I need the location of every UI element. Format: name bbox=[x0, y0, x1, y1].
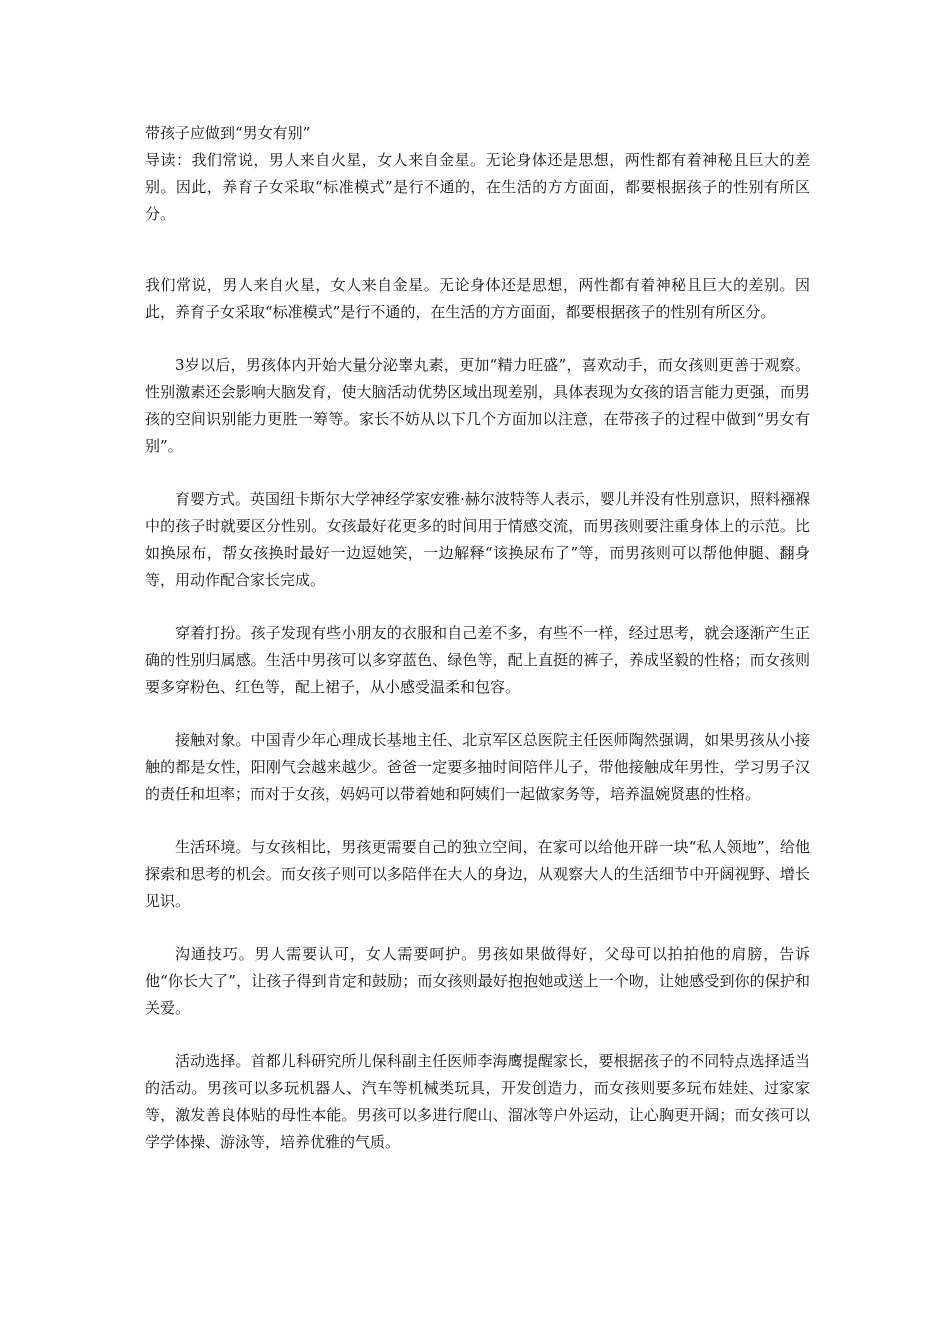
body-paragraph-2: 3岁以后，男孩体内开始大量分泌睾丸素，更加“精力旺盛”，喜欢动手，而女孩则更善于观察。性别激素还会影响大脑发育，使大脑活动优势区域出现差别，具体表现为女孩的语言能力更强，而男孩的空间识别能力更胜一筹等。家长不妨从以下几个方面加以注意，在带孩子的过程中做到“男女有别”。 bbox=[145, 356, 810, 455]
document-title: 带孩子应做到“男女有别” bbox=[145, 124, 311, 142]
body-paragraph-7: 沟通技巧。男人需要认可，女人需要呵护。男孩如果做得好，父母可以拍拍他的肩膀，告诉他“你长大了”，让孩子得到肯定和鼓励；而女孩则最好抱抱她或送上一个吻，让她感受到你的保护和关爱。 bbox=[145, 945, 810, 1017]
document-page bbox=[145, 120, 810, 1156]
body-paragraph-6: 生活环境。与女孩相比，男孩更需要自己的独立空间，在家可以给他开辟一块“私人领地”，给他探索和思考的机会。而女孩子则可以多陪伴在大人的身边，从观察大人的生活细节中开阔视野、增长见识。 bbox=[145, 838, 810, 910]
body-paragraph-8: 活动选择。首都儿科研究所儿保科副主任医师李海鹰提醒家长，要根据孩子的不同特点选择适当的活动。男孩可以多玩机器人、汽车等机械类玩具，开发创造力，而女孩则要多玩布娃娃、过家家等，激发善良体贴的母性本能。男孩可以多进行爬山、溜冰等户外运动，让心胸更开阔；而女孩可以学学体操、游泳等，培养优雅的气质。 bbox=[145, 1052, 810, 1151]
body-paragraph-4: 穿着打扮。孩子发现有些小朋友的衣服和自己差不多，有些不一样，经过思考，就会逐渐产生正确的性别归属感。生活中男孩可以多穿蓝色、绿色等，配上直挺的裤子，养成坚毅的性格；而女孩则要多穿粉色、红色等，配上裙子，从小感受温柔和包容。 bbox=[145, 624, 810, 696]
body-paragraph-1: 我们常说，男人来自火星，女人来自金星。无论身体还是思想，两性都有着神秘且巨大的差别。因此，养育子女采取“标准模式”是行不通的，在生活的方方面面，都要根据孩子的性别有所区分。 bbox=[145, 276, 810, 321]
body-paragraph-5: 接触对象。中国青少年心理成长基地主任、北京军区总医院主任医师陶然强调，如果男孩从小接触的都是女性，阳刚气会越来越少。爸爸一定要多抽时间陪伴儿子，带他接触成年男性，学习男子汉的责任和坦率；而对于女孩，妈妈可以带着她和阿姨们一起做家务等，培养温婉贤惠的性格。 bbox=[145, 731, 810, 803]
lead-paragraph: 导读：我们常说，男人来自火星，女人来自金星。无论身体还是思想，两性都有着神秘且巨大的差别。因此，养育子女采取“标准模式”是行不通的，在生活的方方面面，都要根据孩子的性别有所区分。 bbox=[145, 151, 810, 223]
body-paragraph-3: 育婴方式。英国纽卡斯尔大学神经学家安雅·赫尔波特等人表示，婴儿并没有性别意识，照料襁褓中的孩子时就要区分性别。女孩最好花更多的时间用于情感交流，而男孩则要注重身体上的示范。比如换尿布，帮女孩换时最好一边逗她笑，一边解释“该换尿布了”等，而男孩则可以帮他伸腿、翻身等，用动作配合家长完成。 bbox=[145, 490, 810, 589]
